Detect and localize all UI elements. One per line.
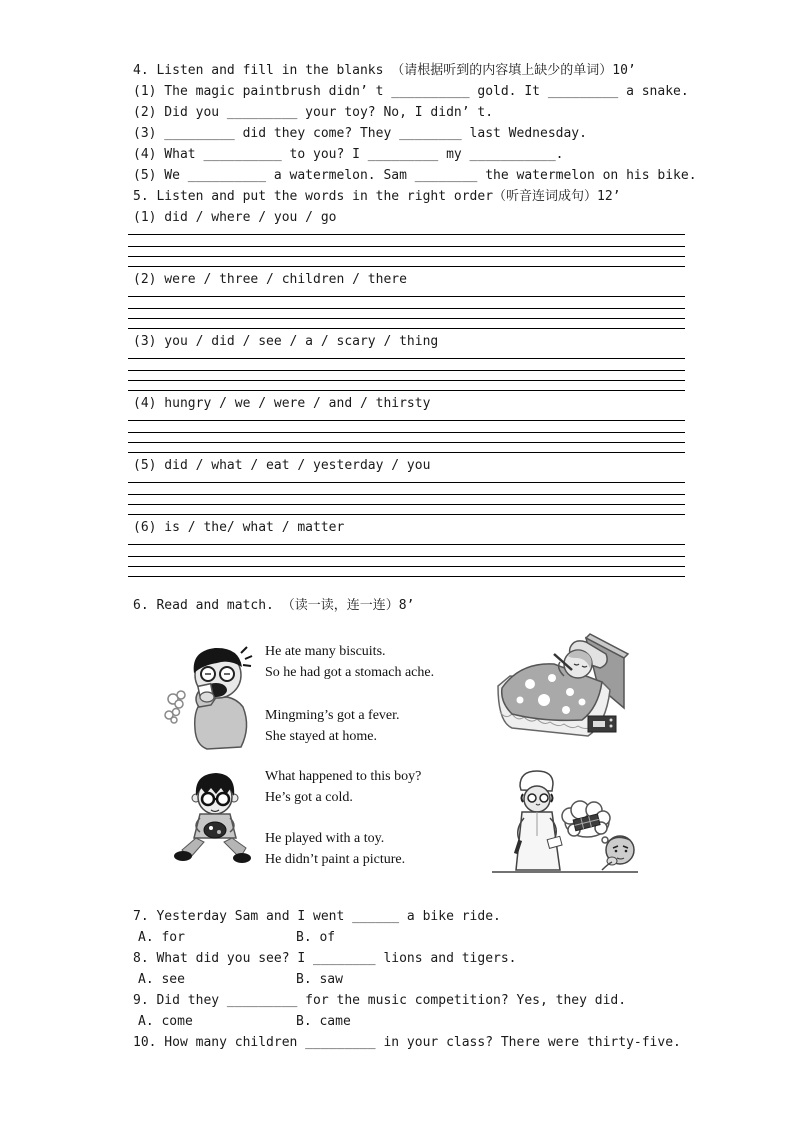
match-text-line: He didn’t paint a picture. [265, 852, 406, 867]
answer-lines [133, 420, 703, 453]
match-text-line: So he had got a stomach ache. [265, 665, 435, 680]
question-text: 10. How many children _________ in your class? There were thirty-five. [133, 1035, 681, 1050]
option-a: A. for [138, 930, 185, 945]
option-b: B. came [296, 1014, 351, 1029]
answer-line [128, 566, 685, 567]
answer-line [128, 442, 685, 443]
answer-lines [133, 234, 703, 267]
answer-lines [133, 358, 703, 391]
options-row [138, 1011, 703, 1032]
question-text: 8. What did you see? I ________ lions and tigers. [133, 951, 517, 966]
match-text-pair [265, 641, 434, 683]
fill-blank-item: (1) The magic paintbrush didn’ t __________ gold. It _________ a snake. [133, 84, 689, 99]
answer-lines [133, 482, 703, 515]
answer-line [128, 246, 685, 247]
match-text-pair [265, 828, 405, 870]
answer-lines [133, 544, 703, 577]
fill-blank-item: (2) Did you _________ your toy? No, I didn’ t. [133, 105, 494, 120]
question-text: 7. Yesterday Sam and I went ______ a bike ride. [133, 909, 501, 924]
answer-line [128, 420, 685, 421]
section6-title: 6. Read and match. （读一读，连一连）8’ [133, 598, 415, 613]
doctor-and-boy-illustration [490, 766, 640, 878]
match-text-line: He played with a toy. [265, 831, 385, 846]
match-text-pair [265, 766, 421, 808]
answer-line [128, 452, 685, 453]
match-text-line: He’s got a cold. [265, 790, 353, 805]
question-text: 9. Did they _________ for the music competition? Yes, they did. [133, 993, 627, 1008]
fill-blank-item: (3) _________ did they come? They ________ last Wednesday. [133, 126, 587, 141]
word-order-item: (4) hungry / we / were / and / thirsty [133, 396, 431, 411]
answer-line [128, 544, 685, 545]
answer-line [128, 328, 685, 329]
answer-line [128, 380, 685, 381]
section5-title: 5. Listen and put the words in the right order（听音连词成句）12’ [133, 189, 621, 204]
word-order-item: (3) you / did / see / a / scary / thing [133, 334, 439, 349]
option-b: B. saw [296, 972, 343, 987]
word-order-item: (2) were / three / children / there [133, 272, 407, 287]
fill-blank-item: (4) What __________ to you? I _________ my ___________. [133, 147, 564, 162]
answer-line [128, 234, 685, 235]
match-text-line: She stayed at home. [265, 729, 377, 744]
section4-title: 4. Listen and fill in the blanks （请根据听到的内容填上缺少的单词）10’ [133, 63, 636, 78]
option-b: B. of [296, 930, 336, 945]
answer-line [128, 308, 685, 309]
answer-line [128, 370, 685, 371]
word-order-item: (1) did / where / you / go [133, 210, 337, 225]
answer-line [128, 556, 685, 557]
answer-line [128, 432, 685, 433]
fill-blank-item: (5) We __________ a watermelon. Sam ________ the watermelon on his bike. [133, 168, 697, 183]
answer-line [128, 256, 685, 257]
option-a: A. see [138, 972, 185, 987]
answer-line [128, 576, 685, 577]
answer-line [128, 390, 685, 391]
answer-line [128, 266, 685, 267]
options-row [138, 927, 703, 948]
match-text-line: He ate many biscuits. [265, 644, 386, 659]
answer-lines [133, 296, 703, 329]
word-order-item: (6) is / the/ what / matter [133, 520, 345, 535]
answer-line [128, 494, 685, 495]
option-a: A. come [138, 1014, 193, 1029]
multiple-choice-section [133, 906, 703, 1053]
answer-line [128, 358, 685, 359]
answer-line [128, 296, 685, 297]
options-row [138, 969, 703, 990]
match-text-line: Mingming’s got a fever. [265, 708, 400, 723]
answer-line [128, 482, 685, 483]
child-in-bed-illustration [490, 624, 634, 748]
man-sneezing-illustration [163, 641, 263, 753]
answer-line [128, 514, 685, 515]
match-text-pair [265, 705, 400, 747]
read-and-match-area [133, 616, 703, 903]
answer-line [128, 504, 685, 505]
match-text-line: What happened to this boy? [265, 769, 422, 784]
boy-with-toy-illustration [170, 768, 262, 868]
answer-line [128, 318, 685, 319]
word-order-item: (5) did / what / eat / yesterday / you [133, 458, 431, 473]
